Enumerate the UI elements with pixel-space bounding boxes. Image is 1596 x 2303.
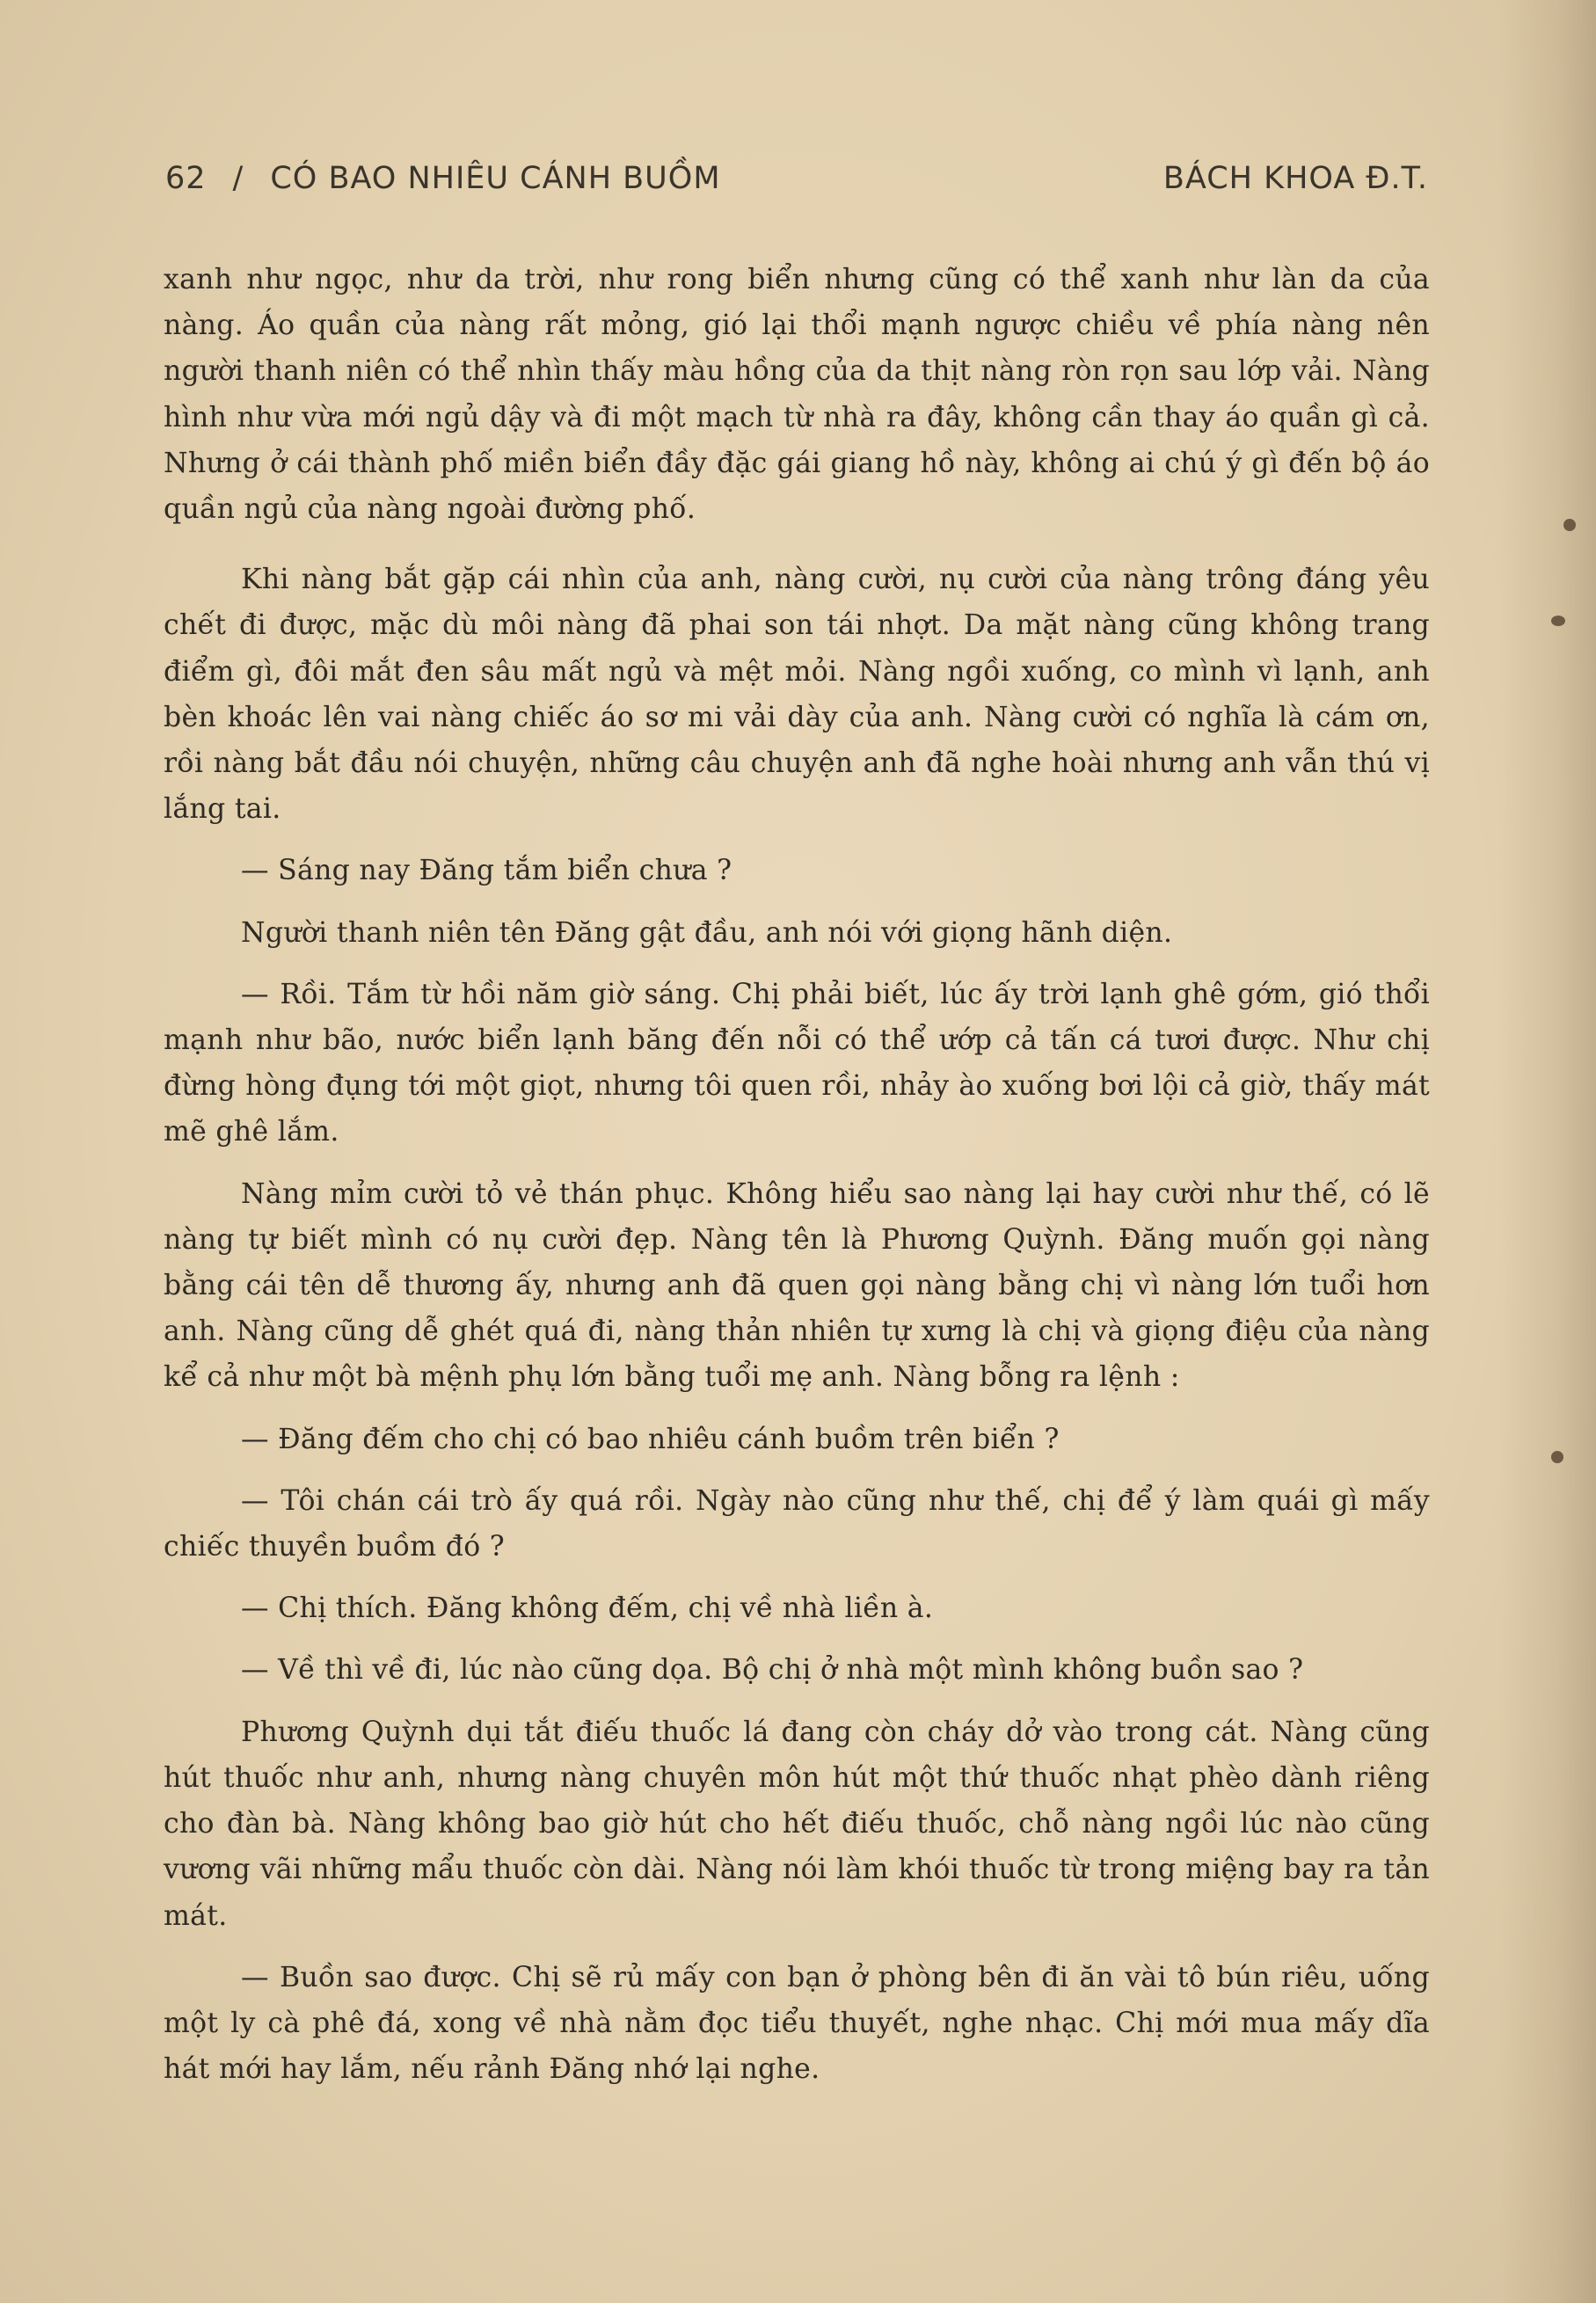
paragraph: Khi nàng bắt gặp cái nhìn của anh, nàng cười, nụ cười của nàng trông đáng yêu chết đi được, mặc dù môi nàng đã phai son tái nhợt. Da mặt nàng cũng không trang điểm gì, đôi mắt đen sâu mất ngủ và mệt mỏi. Nàng ngồi xuống, co mình vì lạnh, anh bèn khoác lên vai nàng chiếc áo sơ mi vải dày của anh. Nàng cười có nghĩa là cám ơn, rồi nàng bắt đầu nói chuyện, những câu chuyện anh đã nghe hoài nhưng anh vẫn thú vị lắng tai. (164, 564, 1430, 826)
publication-name: BÁCH KHOA Đ.T. (1162, 161, 1428, 196)
paragraph: Nàng mỉm cười tỏ vẻ thán phục. Không hiểu sao nàng lại hay cười như thế, có lẽ nàng tự biết mình có nụ cười đẹp. Nàng tên là Phương Quỳnh. Đăng muốn gọi nàng bằng cái tên dễ thương ấy, nhưng anh đã quen gọi nàng bằng chị vì nàng lớn tuổi hơn anh. Nàng cũng dễ ghét quá đi, nàng thản nhiên tự xưng là chị và giọng điệu của nàng kể cả như một bà mệnh phụ lớn bằng tuổi mẹ anh. Nàng bỗng ra lệnh : (164, 1177, 1430, 1394)
dialogue-line: — Tôi chán cái trò ấy quá rồi. Ngày nào cũng như thế, chị để ý làm quái gì mấy chiếc thuyền buồm đó ? (164, 1484, 1430, 1563)
dialogue-line: — Rồi. Tắm từ hồi năm giờ sáng. Chị phải biết, lúc ấy trời lạnh ghê gớm, gió thổi mạnh như bão, nước biển lạnh băng đến nỗi có thể ướp cả tấn cá tươi được. Như chị đừng hòng đụng tới một giọt, nhưng tôi quen rồi, nhảy ào xuống bơi lội cả giờ, thấy mát mẽ ghê lắm. (164, 978, 1430, 1148)
binding-hole-mark (1563, 519, 1576, 531)
page-edge-shadow (1499, 0, 1596, 2303)
book-title: CÓ BAO NHIÊU CÁNH BUỒM (270, 161, 721, 196)
dialogue-line: — Sáng nay Đăng tắm biển chưa ? (241, 855, 732, 887)
dialogue-line: — Đăng đếm cho chị có bao nhiêu cánh buồm trên biển ? (241, 1423, 1060, 1455)
binding-hole-mark (1551, 1451, 1563, 1463)
paragraph: Phương Quỳnh dụi tắt điếu thuốc lá đang còn cháy dở vào trong cát. Nàng cũng hút thuốc như anh, nhưng nàng chuyên môn hút một thứ thuốc nhạt phèo dành riêng cho đàn bà. Nàng không bao giờ hút cho hết điếu thuốc, chỗ nàng ngồi lúc nào cũng vương vãi những mẩu thuốc còn dài. Nàng nói làm khói thuốc từ trong miệng bay ra tản mát. (164, 1716, 1430, 1932)
dialogue-line: — Chị thích. Đăng không đếm, chị về nhà liền à. (241, 1592, 934, 1625)
paragraph: xanh như ngọc, như da trời, như rong biển nhưng cũng có thể xanh như làn da của nàng. Áo quần của nàng rất mỏng, gió lại thổi mạnh ngược chiều về phía nàng nên người thanh niên có thể nhìn thấy màu hồng của da thịt nàng ròn rọn sau lớp vải. Nàng hình như vừa mới ngủ dậy và đi một mạch từ nhà ra đây, không cần thay áo quần gì cả. Nhưng ở cái thành phố miền biển đầy đặc gái giang hồ này, không ai chú ý gì đến bộ áo quần ngủ của nàng ngoài đường phố. (164, 264, 1430, 526)
dialogue-line: — Về thì về đi, lúc nào cũng dọa. Bộ chị ở nhà một mình không buồn sao ? (241, 1654, 1304, 1687)
body-text (164, 257, 1430, 2108)
header-separator: / (232, 161, 244, 196)
running-header (165, 161, 1428, 205)
dialogue-line: — Buồn sao được. Chị sẽ rủ mấy con bạn ở phòng bên đi ăn vài tô bún riêu, uống một ly cà phê đá, xong về nhà nằm đọc tiểu thuyết, nghe nhạc. Chị mới mua mấy dĩa hát mới hay lắm, nếu rảnh Đăng nhớ lại nghe. (164, 1961, 1430, 2086)
page-number: 62 (165, 161, 207, 196)
paragraph: Người thanh niên tên Đăng gật đầu, anh nói với giọng hãnh diện. (241, 916, 1173, 949)
binding-hole-mark (1551, 616, 1565, 626)
